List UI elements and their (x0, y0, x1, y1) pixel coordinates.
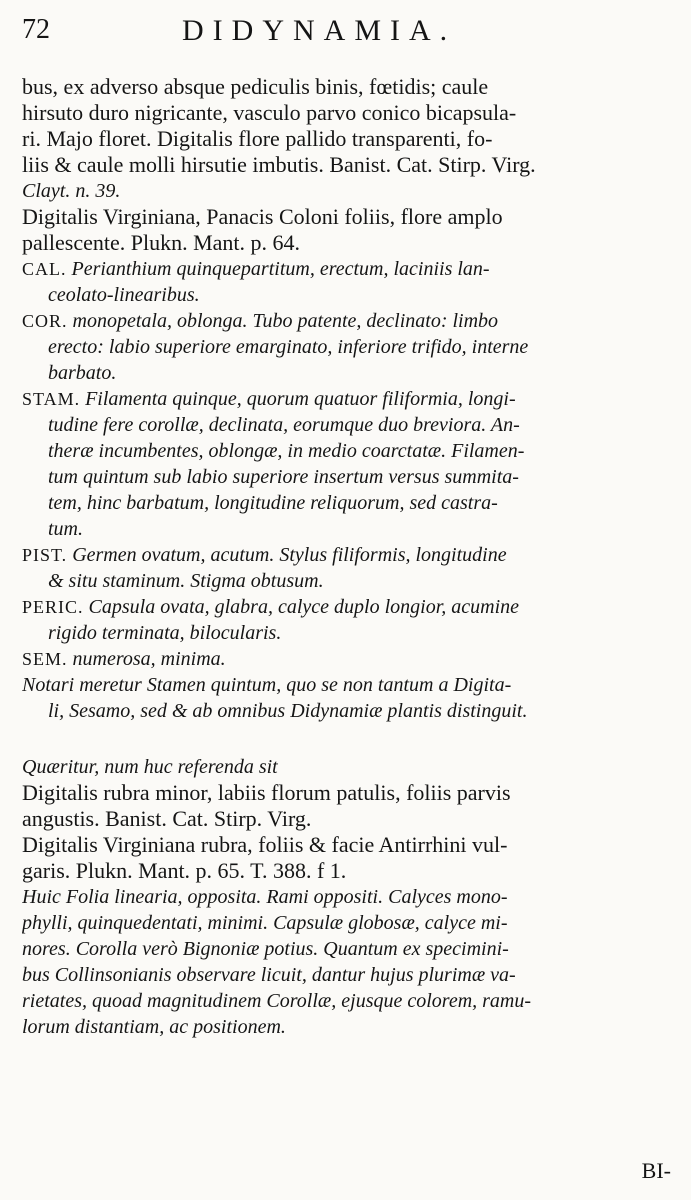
page-header (22, 12, 671, 52)
calyx-entry (22, 256, 678, 282)
text-line: numerosa, minima. (72, 648, 226, 670)
pistil-entry (22, 542, 678, 568)
text-line: pallescente. Plukn. Mant. p. 64. (22, 230, 301, 255)
text-line: ri. Majo floret. Digitalis flore pallido transparenti, fo- (22, 126, 493, 151)
section-label-stam: STAM. (22, 389, 81, 409)
section-label-cal: CAL. (22, 259, 67, 279)
text-line: Perianthium quinquepartitum, erectum, laciniis lan- (71, 258, 490, 280)
text-line: tum. (48, 518, 83, 540)
pericarp-entry (22, 594, 678, 620)
text-line: bus Collinsonianis observare licuit, dantur hujus plurimæ va- (22, 964, 516, 986)
text-line: Huic Folia linearia, opposita. Rami oppositi. Calyces mono- (22, 886, 508, 908)
catchword: BI- (641, 1158, 671, 1183)
section-label-sem: SEM. (22, 649, 68, 669)
text-line: Clayt. n. 39. (22, 180, 121, 202)
stamen-entry (22, 386, 678, 412)
text-line: Notari meretur Stamen quintum, quo se non tantum a Digita- (22, 674, 512, 696)
text-line: tudine fere corollæ, declinata, eorumque duo breviora. An- (48, 414, 520, 436)
text-line: garis. Plukn. Mant. p. 65. T. 388. f 1. (22, 858, 347, 883)
text-line: Digitalis rubra minor, labiis florum patulis, foliis parvis (22, 780, 511, 805)
text-line: angustis. Banist. Cat. Stirp. Virg. (22, 806, 312, 831)
section-label-peric: PERIC. (22, 597, 84, 617)
text-line: rietates, quoad magnitudinem Corollæ, ejusque colorem, ramu- (22, 990, 532, 1012)
page-number: 72 (22, 14, 50, 45)
seed-entry (22, 646, 678, 672)
text-line: barbato. (48, 362, 117, 384)
text-line: tem, hinc barbatum, longitudine reliquorum, sed castra- (48, 492, 498, 514)
text-line: ceolato-linearibus. (48, 284, 200, 306)
text-line: Digitalis Virginiana rubra, foliis & facie Antirrhini vul- (22, 832, 508, 857)
text-line: & situ staminum. Stigma obtusum. (48, 570, 324, 592)
text-line: bus, ex adverso absque pediculis binis, fœtidis; caule (22, 74, 489, 99)
text-line: phylli, quinquedentati, minimi. Capsulæ globosæ, calyce mi- (22, 912, 508, 934)
text-line: li, Sesamo, sed & ab omnibus Didynamiæ plantis distinguit. (48, 700, 528, 722)
text-line: liis & caule molli hirsutie imbutis. Banist. Cat. Stirp. Virg. (22, 152, 536, 177)
section-gap (22, 724, 678, 754)
section-label-pist: PIST. (22, 545, 68, 565)
text-line: rigido terminata, bilocularis. (48, 622, 282, 644)
running-title: DIDYNAMIA. (182, 14, 457, 47)
main-text (22, 74, 678, 1040)
text-line: theræ incumbentes, oblongæ, in medio coarctatæ. Filamen- (48, 440, 525, 462)
text-line: lorum distantiam, ac positionem. (22, 1016, 286, 1038)
text-line: Germen ovatum, acutum. Stylus filiformis, longitudine (72, 544, 507, 566)
text-line: monopetala, oblonga. Tubo patente, declinato: limbo (72, 310, 499, 332)
text-line: Digitalis Virginiana, Panacis Coloni foliis, flore amplo (22, 204, 503, 229)
corolla-entry (22, 308, 678, 334)
text-line: hirsuto duro nigricante, vasculo parvo conico bicapsula- (22, 100, 517, 125)
text-line: tum quintum sub labio superiore insertum versus summita- (48, 466, 519, 488)
text-line: Quæritur, num huc referenda sit (22, 756, 278, 778)
text-line: Filamenta quinque, quorum quatuor filiformia, longi- (85, 388, 516, 410)
text-line: erecto: labio superiore emarginato, inferiore trifido, interne (48, 336, 529, 358)
text-line: Capsula ovata, glabra, calyce duplo longior, acumine (88, 596, 520, 618)
text-line: nores. Corolla verò Bignoniæ potius. Quantum ex specimini- (22, 938, 509, 960)
section-label-cor: COR. (22, 311, 68, 331)
